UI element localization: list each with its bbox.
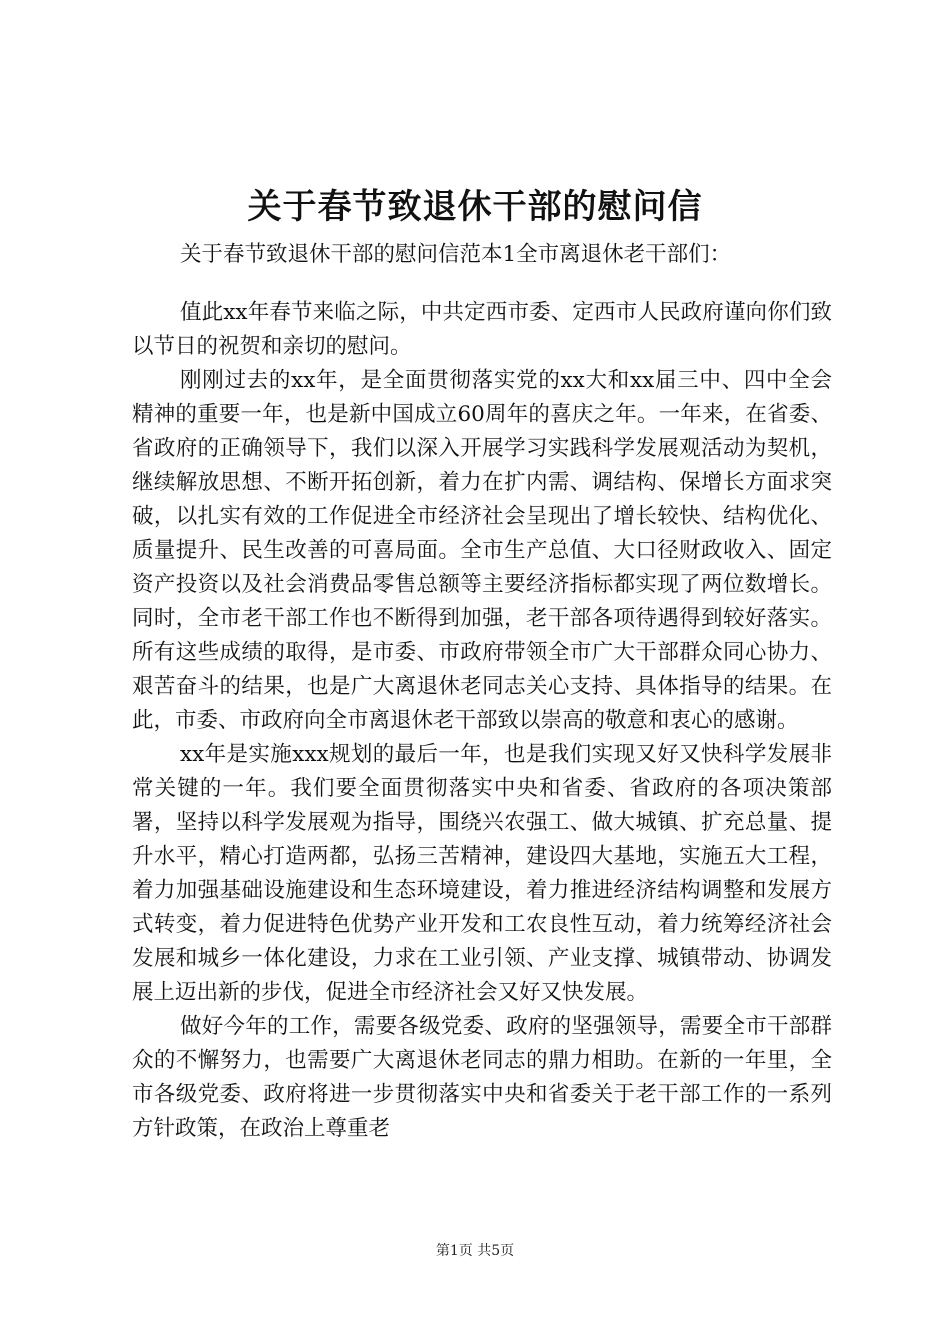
paragraph: 值此xx年春节来临之际，中共定西市委、定西市人民政府谨向你们致以节日的祝贺和亲切的慰问。	[132, 300, 832, 359]
paragraph: 刚刚过去的xx年，是全面贯彻落实党的xx大和xx届三中、四中全会精神的重要一年，也是新中国成立60周年的喜庆之年。一年来，在省委、省政府的正确领导下，我们以深入开展学习实践科学发展观活动为契机，继续解放思想、不断开拓创新，着力在扩内需、调结构、保增长方面求突破，以扎实有效的工作促进全市经济社会呈现出了增长较快、结构优化、质量提升、民生改善的可喜局面。全市生产总值、大口径财政收入、固定资产投资以及社会消费品零售总额等主要经济指标都实现了两位数增长。同时，全市老干部工作也不断得到加强，老干部各项待遇得到较好落实。所有这些成绩的取得，是市委、市政府带领全市广大干部群众同心协力、艰苦奋斗的结果，也是广大离退休老同志关心支持、具体指导的结果。在此，市委、市政府向全市离退休老干部致以崇高的敬意和衷心的感谢。	[132, 368, 832, 733]
paragraph: 做好今年的工作，需要各级党委、政府的坚强领导，需要全市干部群众的不懈努力，也需要广大离退休老同志的鼎力相助。在新的一年里，全市各级党委、政府将进一步贯彻落实中央和省委关于老干部工作的一系列方针政策，在政治上尊重老	[132, 1014, 832, 1141]
document-title: 关于春节致退休干部的慰问信	[247, 187, 703, 227]
page-footer: 第1页 共5页	[435, 1243, 515, 1259]
document-body	[132, 296, 832, 1146]
paragraph: xx年是实施xxx规划的最后一年，也是我们实现又好又快科学发展非常关键的一年。我们要全面贯彻落实中央和省委、省政府的各项决策部署，坚持以科学发展观为指导，围绕兴农强工、做大城镇、扩充总量、提升水平，精心打造两都，弘扬三苦精神，建设四大基地，实施五大工程，着力加强基础设施建设和生态环境建设，着力推进经济结构调整和发展方式转变，着力促进特色优势产业开发和工农良性互动，着力统筹经济社会发展和城乡一体化建设，力求在工业引领、产业支撑、城镇带动、协调发展上迈出新的步伐，促进全市经济社会又好又快发展。	[132, 742, 832, 1005]
document-subtitle: 关于春节致退休干部的慰问信范本1全市离退休老干部们：	[180, 242, 732, 267]
